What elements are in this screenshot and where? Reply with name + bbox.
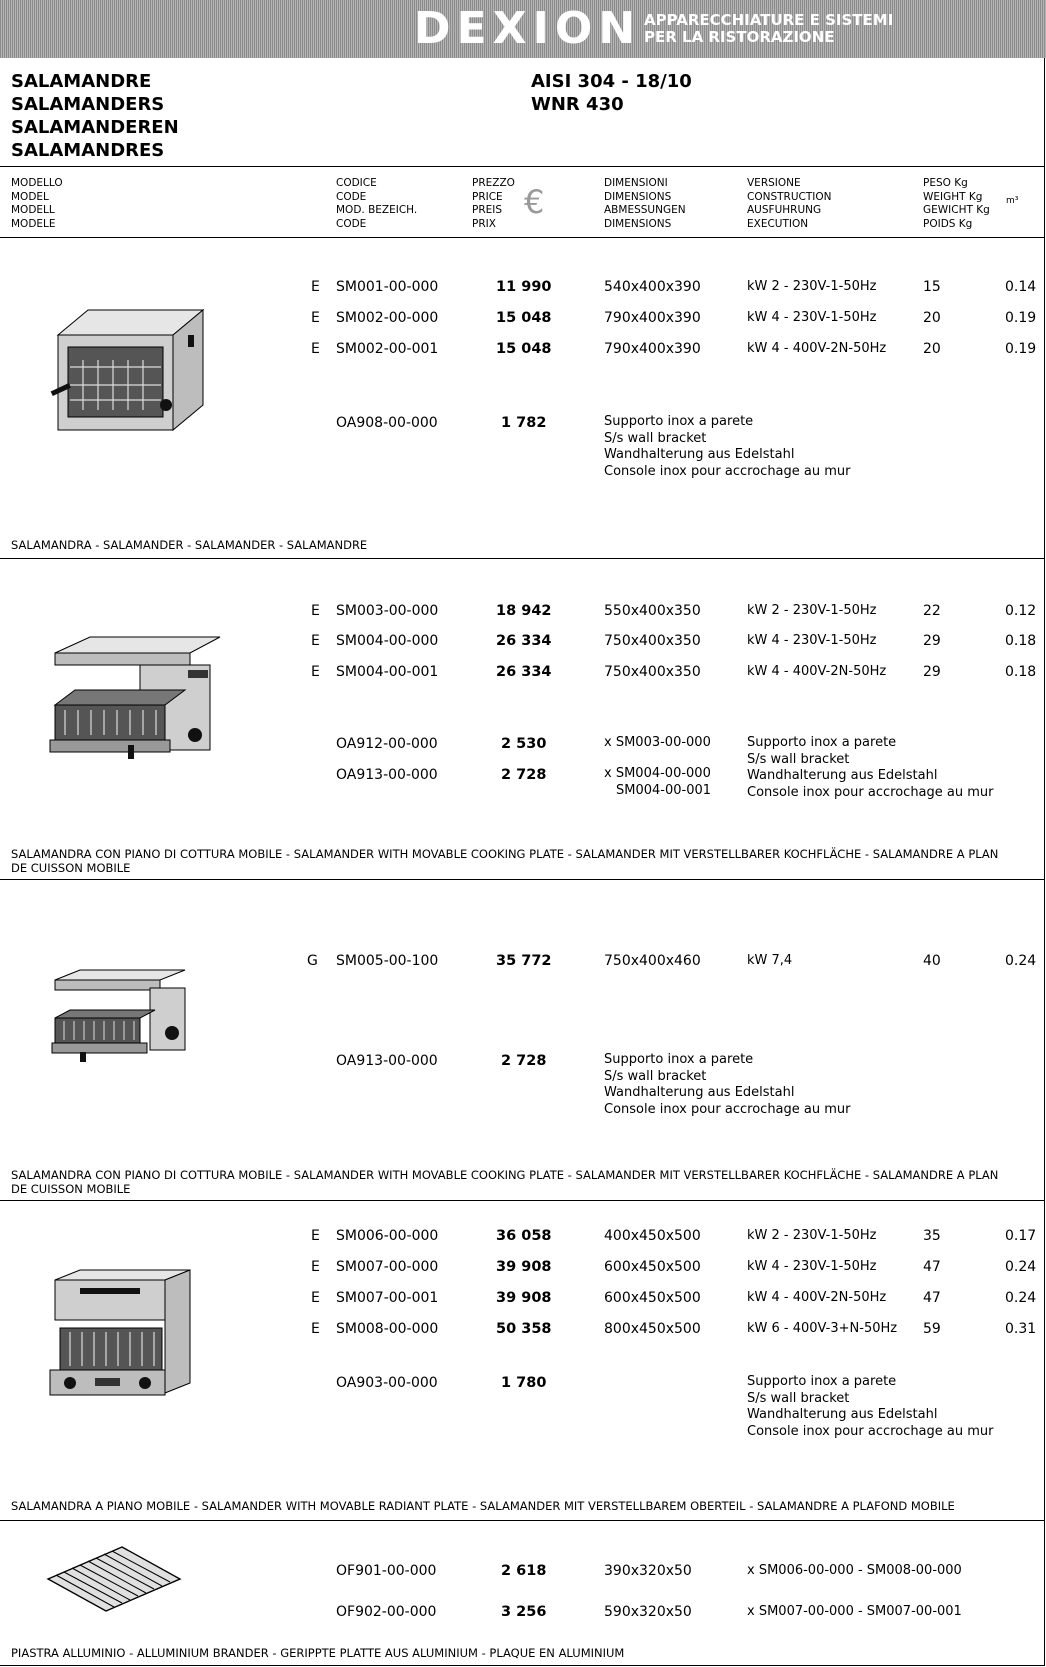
- energy-type: E: [311, 279, 320, 295]
- col-header-text: PREIS: [472, 204, 503, 216]
- product-price: 35 772: [496, 953, 552, 969]
- accessory-price: 1 780: [501, 1375, 547, 1391]
- product-weight: 29: [923, 664, 941, 680]
- col-header-text: DIMENSIONI: [604, 177, 668, 189]
- page-title: [11, 70, 179, 162]
- energy-type: E: [311, 1321, 320, 1337]
- euro-icon: €: [524, 183, 545, 221]
- product-code: SM007-00-000: [336, 1259, 439, 1275]
- col-header-text: VERSIONE: [747, 177, 801, 189]
- product-volume: 0.24: [1005, 1290, 1037, 1306]
- accessory-reference: x SM004-00-000: [604, 766, 711, 781]
- accessory-description: [604, 414, 851, 480]
- divider: [0, 558, 1044, 559]
- product-version: kW 4 - 230V-1-50Hz: [747, 1259, 877, 1274]
- product-price: 50 358: [496, 1321, 552, 1337]
- accessory-code: OA903-00-000: [336, 1375, 438, 1391]
- brand-logo: DEXION: [414, 3, 642, 54]
- accessory-price: 3 256: [501, 1604, 547, 1620]
- accessory-price: 2 530: [501, 736, 547, 752]
- divider: [0, 1200, 1044, 1201]
- product-price: 26 334: [496, 664, 552, 680]
- col-header-text: MODELLO: [11, 177, 63, 189]
- accessory-reference: x SM006-00-000 - SM008-00-000: [747, 1563, 962, 1578]
- material-line-2: WNR 430: [531, 94, 624, 115]
- divider: [0, 1520, 1044, 1521]
- product-volume: 0.18: [1005, 664, 1037, 680]
- accessory-price: 1 782: [501, 415, 547, 431]
- description-line: Wandhalterung aus Edelstahl: [747, 768, 938, 783]
- product-dimensions: 790x400x390: [604, 341, 701, 357]
- col-header-text: PREZZO: [472, 177, 515, 189]
- description-line: Supporto inox a parete: [604, 1052, 754, 1067]
- product-dimensions: 790x400x390: [604, 310, 701, 326]
- salamander-icon: [48, 305, 208, 440]
- col-header-text: ABMESSUNGEN: [604, 204, 686, 216]
- product-weight: 20: [923, 310, 941, 326]
- accessory-description: [604, 1052, 851, 1118]
- product-version: kW 4 - 400V-2N-50Hz: [747, 664, 887, 679]
- product-version: kW 6 - 400V-3+N-50Hz: [747, 1321, 898, 1336]
- energy-type: E: [311, 1259, 320, 1275]
- col-header-price: [472, 177, 515, 231]
- product-weight: 22: [923, 603, 941, 619]
- product-weight: 29: [923, 633, 941, 649]
- product-weight: 59: [923, 1321, 941, 1337]
- col-header-dimensions: [604, 177, 686, 231]
- col-header-text: MOD. BEZEICH.: [336, 204, 418, 216]
- accessory-description: [747, 1374, 994, 1440]
- product-weight: 40: [923, 953, 941, 969]
- col-header-text: AUSFUHRUNG: [747, 204, 822, 216]
- product-code: SM001-00-000: [336, 279, 439, 295]
- tagline-line-1: APPARECCHIATURE E SISTEMI: [644, 11, 894, 29]
- product-volume: 0.12: [1005, 603, 1037, 619]
- description-line: Supporto inox a parete: [604, 414, 754, 429]
- product-version: kW 7,4: [747, 953, 793, 968]
- product-weight: 47: [923, 1290, 941, 1306]
- description-line: Console inox pour accrochage au mur: [604, 463, 851, 479]
- product-volume: 0.17: [1005, 1228, 1037, 1244]
- product-volume: 0.19: [1005, 310, 1037, 326]
- product-weight: 35: [923, 1228, 941, 1244]
- energy-type: E: [311, 603, 320, 619]
- product-price: 36 058: [496, 1228, 552, 1244]
- col-header-text: CODE: [336, 190, 367, 203]
- product-price: 11 990: [496, 279, 552, 295]
- product-code: SM007-00-001: [336, 1290, 439, 1306]
- description-line: S/s wall bracket: [747, 1390, 850, 1406]
- accessory-price: 2 728: [501, 1053, 547, 1069]
- divider: [0, 879, 1044, 880]
- product-version: kW 2 - 230V-1-50Hz: [747, 279, 877, 294]
- energy-type: E: [311, 633, 320, 649]
- product-dimensions: 550x400x350: [604, 603, 701, 619]
- aluminium-brander-icon: [44, 1543, 184, 1615]
- col-header-code: [336, 177, 417, 231]
- salamander-movable-plate-icon: [50, 635, 225, 765]
- product-dimensions: 600x450x500: [604, 1290, 701, 1306]
- description-line: Wandhalterung aus Edelstahl: [604, 447, 795, 462]
- product-price: 39 908: [496, 1290, 552, 1306]
- product-code: SM004-00-000: [336, 633, 439, 649]
- product-version: kW 4 - 230V-1-50Hz: [747, 633, 877, 648]
- product-volume: 0.19: [1005, 341, 1037, 357]
- accessory-reference: x SM007-00-000 - SM007-00-001: [747, 1604, 962, 1619]
- description-line: S/s wall bracket: [747, 751, 850, 767]
- material-spec: [531, 70, 692, 116]
- col-header-text: CONSTRUCTION: [747, 190, 832, 203]
- col-header-text: GEWICHT Kg: [923, 204, 990, 216]
- description-line: Console inox pour accrochage au mur: [604, 1101, 851, 1117]
- col-header-weight: [923, 177, 990, 231]
- accessory-dimensions: 590x320x50: [604, 1604, 692, 1620]
- accessory-dimensions: 390x320x50: [604, 1563, 692, 1579]
- product-version: kW 4 - 400V-2N-50Hz: [747, 341, 887, 356]
- col-header-text: EXECUTION: [747, 217, 809, 230]
- section-title: SALAMANDRA CON PIANO DI COTTURA MOBILE - SALAMANDER WITH MOVABLE COOKING PLATE - SALAMANDER MIT VERSTELLBARER KOCHFLÄCHE - SALAMANDRE A PLAN DE CUISSON MOBILE: [11, 1168, 999, 1196]
- gas-salamander-icon: [50, 968, 200, 1068]
- description-line: Wandhalterung aus Edelstahl: [604, 1085, 795, 1100]
- accessory-reference: x SM003-00-000: [604, 735, 711, 750]
- description-line: S/s wall bracket: [604, 430, 707, 446]
- col-header-text: PESO Kg: [923, 177, 968, 189]
- product-code: SM006-00-000: [336, 1228, 439, 1244]
- title-line-3: SALAMANDEREN: [11, 117, 179, 138]
- col-header-text: PRIX: [472, 217, 496, 230]
- section-title: SALAMANDRA CON PIANO DI COTTURA MOBILE - SALAMANDER WITH MOVABLE COOKING PLATE - SALAMANDER MIT VERSTELLBARER KOCHFLÄCHE - SALAMANDRE A PLAN DE CUISSON MOBILE: [11, 847, 999, 875]
- product-volume: 0.24: [1005, 1259, 1037, 1275]
- product-version: kW 2 - 230V-1-50Hz: [747, 603, 877, 618]
- product-price: 15 048: [496, 310, 552, 326]
- energy-type: E: [311, 664, 320, 680]
- energy-type: E: [311, 341, 320, 357]
- brand-tagline: [644, 12, 893, 46]
- col-header-text: MODELE: [11, 217, 56, 230]
- accessory-code: OA913-00-000: [336, 1053, 438, 1069]
- product-price: 26 334: [496, 633, 552, 649]
- col-header-text: CODE: [336, 217, 367, 230]
- product-volume: 0.18: [1005, 633, 1037, 649]
- description-line: Supporto inox a parete: [747, 735, 897, 750]
- energy-type: E: [311, 1228, 320, 1244]
- accessory-code: OA913-00-000: [336, 767, 438, 783]
- section-title: SALAMANDRA A PIANO MOBILE - SALAMANDER WITH MOVABLE RADIANT PLATE - SALAMANDER MIT VERSTELLBAREM OBERTEIL - SALAMANDRE A PLAFOND MOBILE: [11, 1499, 955, 1513]
- description-line: S/s wall bracket: [604, 1068, 707, 1084]
- product-code: SM008-00-000: [336, 1321, 439, 1337]
- product-weight: 47: [923, 1259, 941, 1275]
- col-header-text: MODELL: [11, 204, 55, 216]
- col-header-version: [747, 177, 831, 231]
- product-code: SM002-00-001: [336, 341, 439, 357]
- product-dimensions: 540x400x390: [604, 279, 701, 295]
- accessory-description: [747, 735, 994, 801]
- accessory-price: 2 618: [501, 1563, 547, 1579]
- section-title: SALAMANDRA - SALAMANDER - SALAMANDER - SALAMANDRE: [11, 538, 368, 552]
- product-price: 18 942: [496, 603, 552, 619]
- energy-type: E: [311, 1290, 320, 1306]
- accessory-code: OF902-00-000: [336, 1604, 437, 1620]
- product-code: SM004-00-001: [336, 664, 439, 680]
- col-header-model: [11, 177, 63, 231]
- product-price: 15 048: [496, 341, 552, 357]
- energy-type: G: [307, 953, 318, 969]
- product-dimensions: 750x400x350: [604, 633, 701, 649]
- col-header-text: POIDS Kg: [923, 217, 973, 230]
- col-header-text: WEIGHT Kg: [923, 190, 983, 203]
- product-price: 39 908: [496, 1259, 552, 1275]
- product-code: SM002-00-000: [336, 310, 439, 326]
- product-volume: 0.14: [1005, 279, 1037, 295]
- product-volume: 0.24: [1005, 953, 1037, 969]
- accessory-price: 2 728: [501, 767, 547, 783]
- product-dimensions: 800x450x500: [604, 1321, 701, 1337]
- energy-type: E: [311, 310, 320, 326]
- tagline-line-2: PER LA RISTORAZIONE: [644, 28, 835, 46]
- description-line: Console inox pour accrochage au mur: [747, 1423, 994, 1439]
- material-line-1: AISI 304 - 18/10: [531, 71, 692, 92]
- divider: [0, 166, 1044, 167]
- product-weight: 15: [923, 279, 941, 295]
- col-header-text: CODICE: [336, 177, 377, 189]
- accessory-code: OA908-00-000: [336, 415, 438, 431]
- title-line-4: SALAMANDRES: [11, 140, 165, 161]
- product-dimensions: 750x400x350: [604, 664, 701, 680]
- accessory-code: OF901-00-000: [336, 1563, 437, 1579]
- col-header-text: PRICE: [472, 190, 503, 203]
- product-dimensions: 600x450x500: [604, 1259, 701, 1275]
- product-code: SM003-00-000: [336, 603, 439, 619]
- product-version: kW 4 - 400V-2N-50Hz: [747, 1290, 887, 1305]
- product-dimensions: 750x400x460: [604, 953, 701, 969]
- section-title: PIASTRA ALLUMINIO - ALLUMINIUM BRANDER - GERIPPTE PLATTE AUS ALUMINIUM - PLAQUE EN ALUMINIUM: [11, 1646, 625, 1660]
- product-dimensions: 400x450x500: [604, 1228, 701, 1244]
- product-weight: 20: [923, 341, 941, 357]
- description-line: Console inox pour accrochage au mur: [747, 784, 994, 800]
- divider: [0, 237, 1044, 238]
- description-line: Supporto inox a parete: [747, 1374, 897, 1389]
- product-volume: 0.31: [1005, 1321, 1037, 1337]
- accessory-code: OA912-00-000: [336, 736, 438, 752]
- salamander-movable-top-icon: [50, 1268, 200, 1408]
- description-line: Wandhalterung aus Edelstahl: [747, 1407, 938, 1422]
- title-line-2: SALAMANDERS: [11, 94, 165, 115]
- accessory-reference: SM004-00-001: [616, 783, 712, 798]
- col-header-text: MODEL: [11, 190, 49, 203]
- col-header-text: DIMENSIONS: [604, 190, 672, 203]
- product-code: SM005-00-100: [336, 953, 439, 969]
- col-header-volume: m³: [1006, 196, 1019, 206]
- product-version: kW 2 - 230V-1-50Hz: [747, 1228, 877, 1243]
- col-header-text: DIMENSIONS: [604, 217, 672, 230]
- title-line-1: SALAMANDRE: [11, 71, 152, 92]
- product-version: kW 4 - 230V-1-50Hz: [747, 310, 877, 325]
